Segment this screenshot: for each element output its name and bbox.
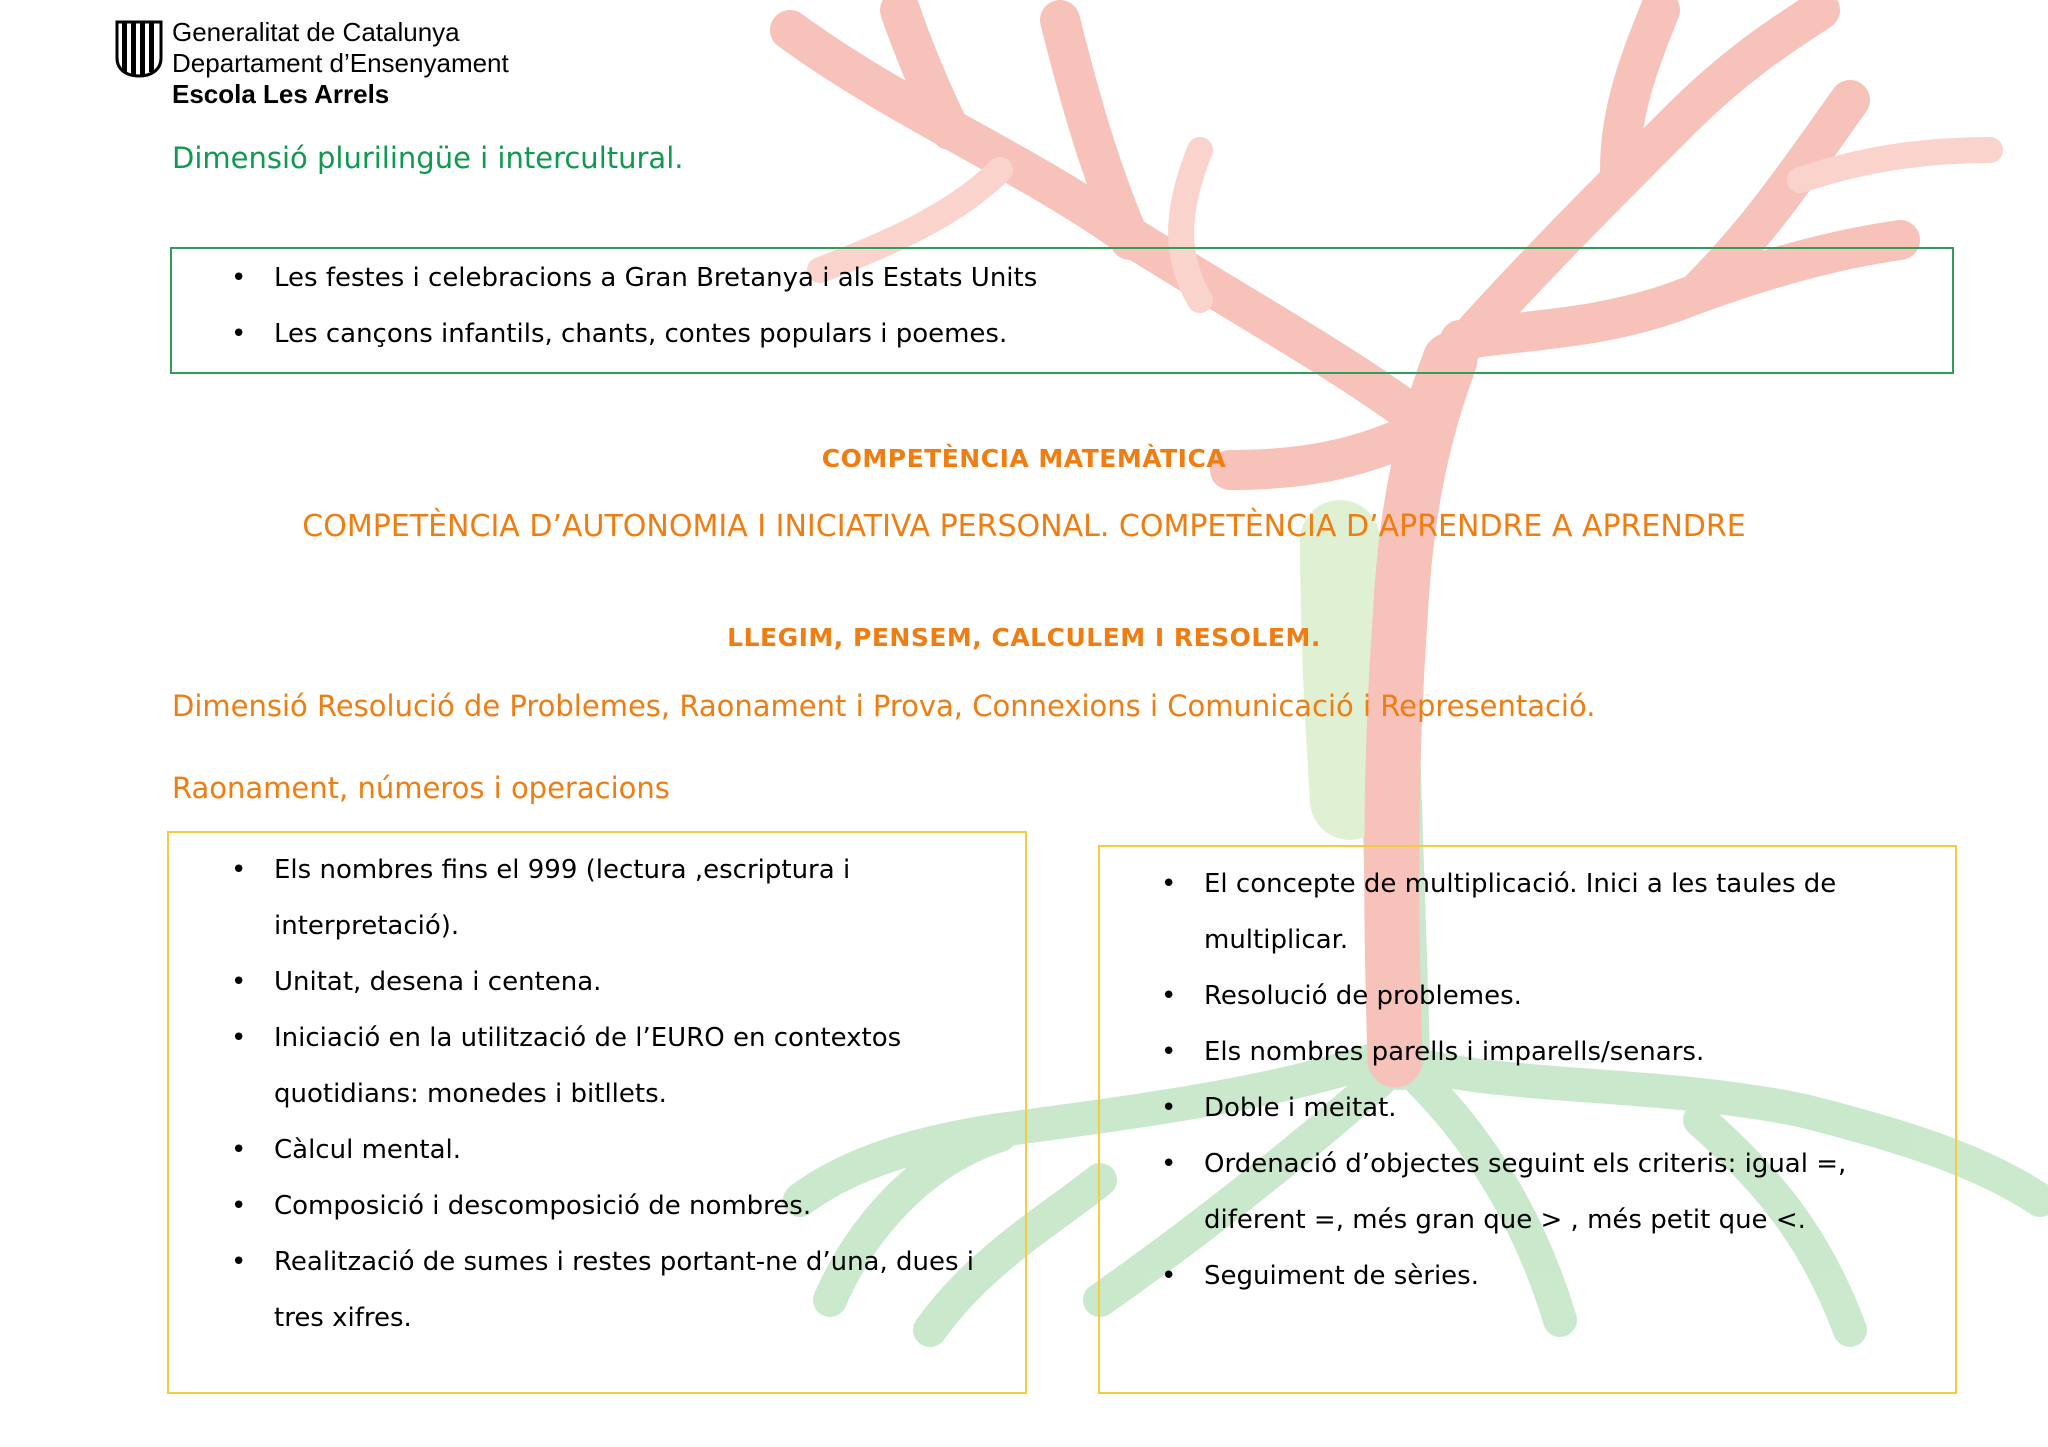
list-item: • Càlcul mental. <box>274 1122 1014 1178</box>
bullet-icon: • <box>1161 869 1177 899</box>
bullet-icon: • <box>231 319 247 349</box>
bullet-icon: • <box>231 1023 247 1053</box>
autonomy-competence-heading: COMPETÈNCIA D’AUTONOMIA I INICIATIVA PERSONAL. COMPETÈNCIA D’APRENDRE A APRENDRE <box>302 509 1746 544</box>
list-item: • Composició i descomposició de nombres. <box>274 1178 1014 1234</box>
list-item: • Seguiment de sèries. <box>1204 1248 1944 1304</box>
reasoning-subheading: Raonament, números i operacions <box>172 771 670 805</box>
list-item: • Les cançons infantils, chants, contes populars i poemes. <box>274 313 1037 369</box>
plurilingual-list <box>231 257 1038 369</box>
problem-solving-dimension: Dimensió Resolució de Problemes, Raonament i Prova, Connexions i Comunicació i Representació. <box>172 689 1596 723</box>
list-item: • Iniciació en la utilització de l’EURO en contextos quotidians: monedes i bitllets. <box>274 1010 1014 1122</box>
math-competence-heading: COMPETÈNCIA MATEMÀTICA <box>821 444 1227 473</box>
list-item: • Ordenació d’objectes seguint els criteris: igual =, diferent =, més gran que > , més petit que <. <box>1204 1136 1944 1248</box>
plurilingual-dimension-title: Dimensió plurilingüe i intercultural. <box>172 141 684 175</box>
bullet-icon: • <box>1161 1093 1177 1123</box>
list-item: • Doble i meitat. <box>1204 1080 1944 1136</box>
bullet-icon: • <box>231 1191 247 1221</box>
bullet-icon: • <box>231 263 247 293</box>
numbers-list-right <box>1161 856 1944 1304</box>
bullet-icon: • <box>231 967 247 997</box>
bullet-icon: • <box>1161 1149 1177 1179</box>
bullet-icon: • <box>231 1135 247 1165</box>
list-item: • Unitat, desena i centena. <box>274 954 1014 1010</box>
list-item: • Els nombres parells i imparells/senars. <box>1204 1024 1944 1080</box>
numbers-list-left <box>231 842 1014 1346</box>
header-department: Departament d’Ensenyament <box>172 48 509 78</box>
header-organization: Generalitat de Catalunya <box>172 17 460 47</box>
list-item: • Resolució de problemes. <box>1204 968 1944 1024</box>
bullet-icon: • <box>1161 1261 1177 1291</box>
bullet-icon: • <box>231 1247 247 1277</box>
list-item: • Els nombres fins el 999 (lectura ,escriptura i interpretació). <box>274 842 1014 954</box>
bullet-icon: • <box>1161 1037 1177 1067</box>
bullet-icon: • <box>231 855 247 885</box>
motto-heading: LLEGIM, PENSEM, CALCULEM I RESOLEM. <box>727 623 1321 652</box>
list-item: • Les festes i celebracions a Gran Bretanya i als Estats Units <box>274 257 1037 313</box>
list-item: • Realització de sumes i restes portant-ne d’una, dues i tres xifres. <box>274 1234 1014 1346</box>
bullet-icon: • <box>1161 981 1177 1011</box>
catalan-flag-emblem-icon <box>114 20 164 78</box>
list-item: • El concepte de multiplicació. Inici a les taules de multiplicar. <box>1204 856 1944 968</box>
header-school: Escola Les Arrels <box>172 79 390 109</box>
